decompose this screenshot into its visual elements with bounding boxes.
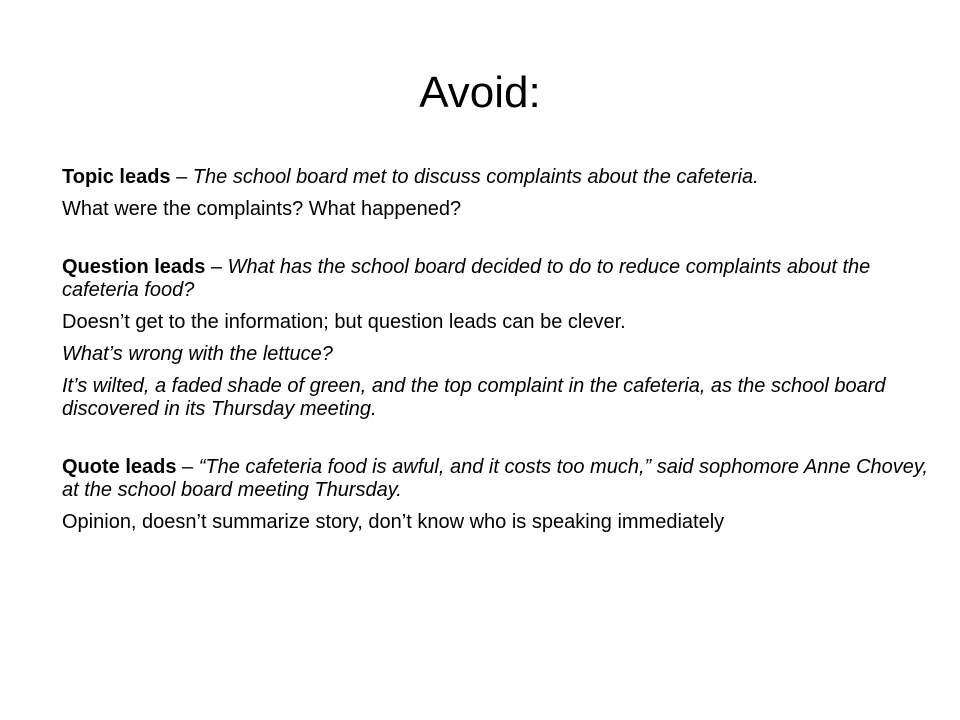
question-leads-label: Question leads (62, 256, 206, 278)
quote-leads-label: Quote leads (62, 456, 177, 478)
slide-title: Avoid: (419, 68, 541, 117)
topic-leads-example: The school board met to discuss complaints about the cafeteria. (192, 166, 759, 188)
quote-leads-paragraph (62, 456, 930, 502)
quote-leads-example: “The cafeteria food is awful, and it costs too much,” said sophomore Anne Chovey, at the school board meeting Thursday. (62, 456, 928, 501)
topic-leads-dash: – (170, 166, 193, 188)
slide-body (62, 166, 930, 534)
quote-leads-note: Opinion, doesn’t summarize story, don’t know who is speaking immediately (62, 511, 725, 533)
topic-leads-label: Topic leads (62, 166, 171, 188)
question-leads-example: What has the school board decided to do to reduce complaints about the cafeteria food? (62, 256, 871, 301)
quote-leads-dash: – (176, 456, 199, 478)
question-leads-paragraph (62, 256, 930, 302)
topic-leads-note: What were the complaints? What happened? (62, 198, 462, 220)
question-leads-better-question: What’s wrong with the lettuce? (62, 343, 333, 365)
topic-leads-paragraph (62, 166, 930, 189)
question-leads-dash: – (205, 256, 228, 278)
question-leads-better-answer: It’s wilted, a faded shade of green, and the top complaint in the cafeteria, as the school board discovered in its Thursday meeting. (62, 375, 886, 420)
question-leads-note: Doesn’t get to the information; but question leads can be clever. (62, 311, 626, 333)
